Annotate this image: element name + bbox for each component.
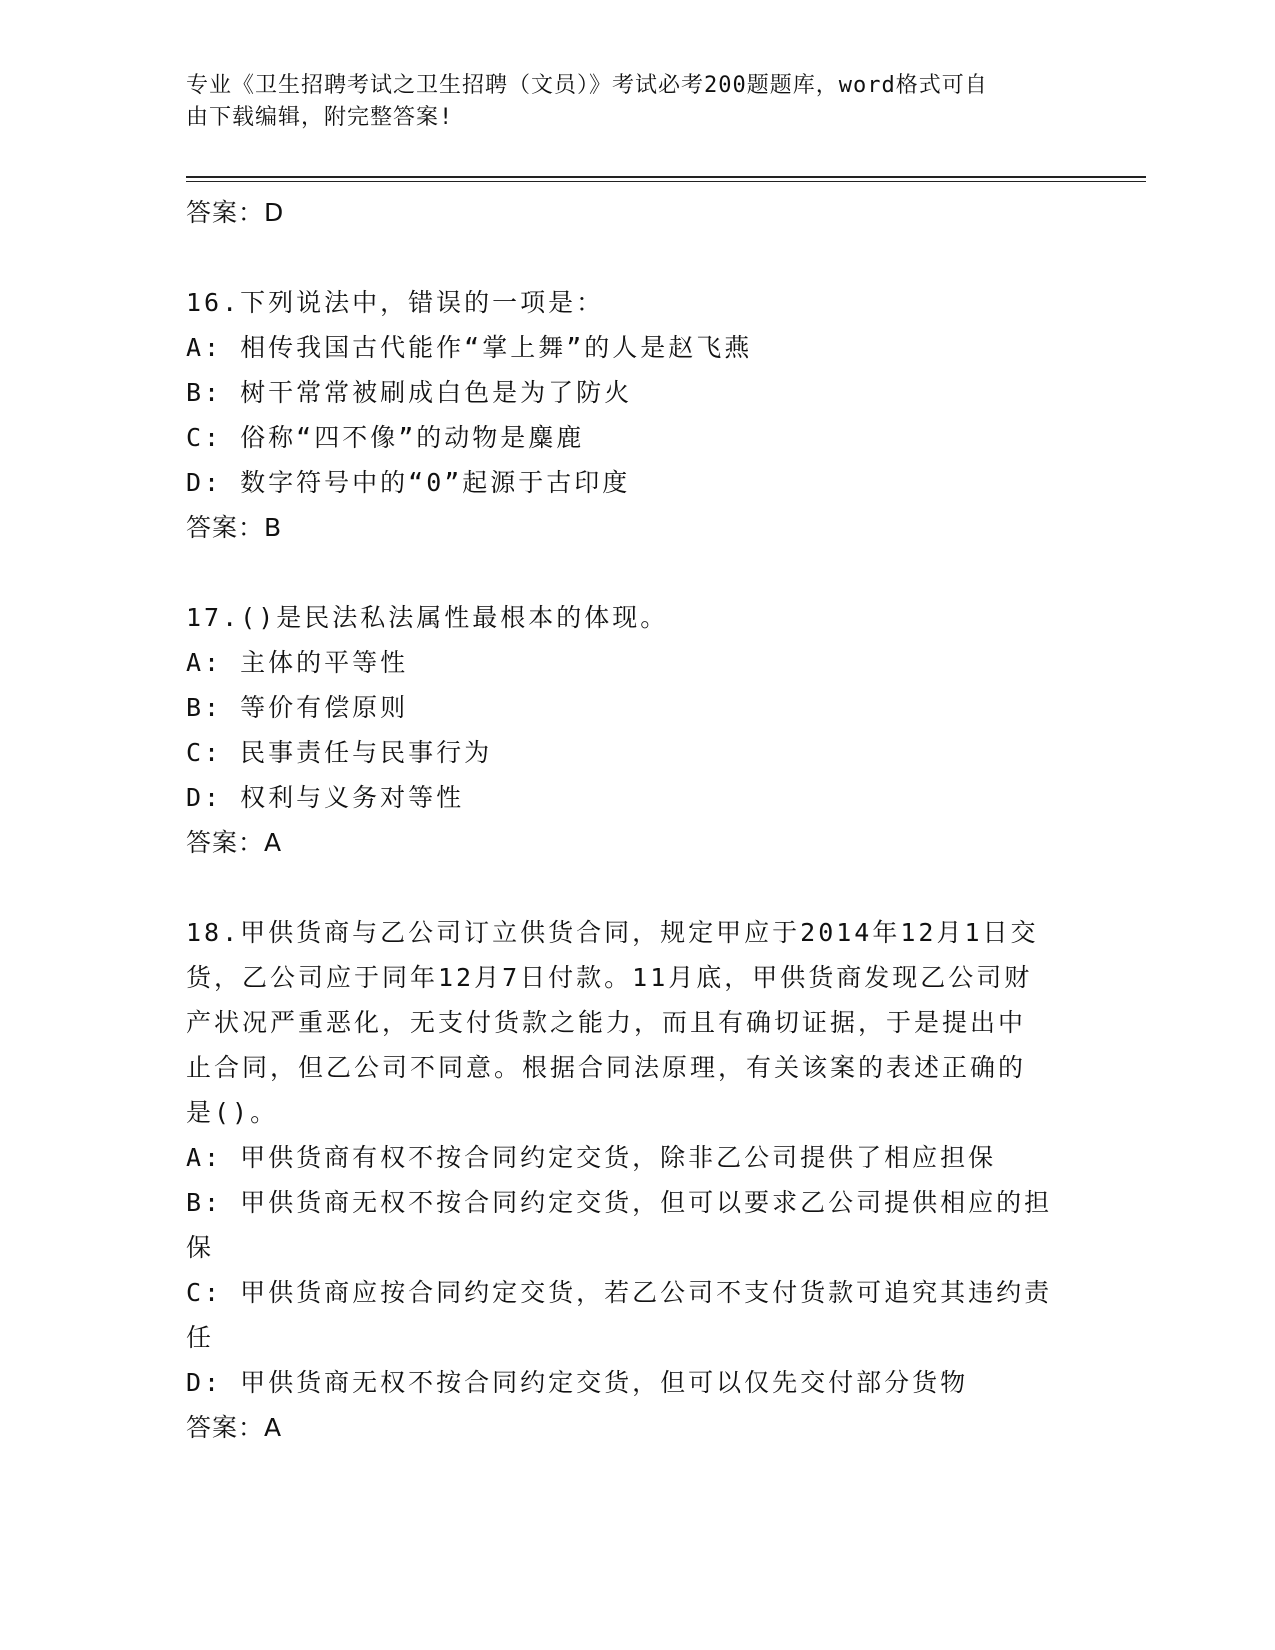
header-rule-thin (186, 181, 1146, 182)
question-17-option-d: D: 权利与义务对等性 (186, 783, 465, 812)
header-rule-thick (186, 176, 1146, 178)
question-16-stem: 16.下列说法中，错误的一项是： (186, 288, 605, 317)
question-18-option-c-line-2: 任 (186, 1323, 215, 1352)
question-18-stem-line-5: 是()。 (186, 1098, 279, 1127)
spacer (186, 550, 1066, 595)
question-18-option-c-line-1: C: 甲供货商应按合同约定交货，若乙公司不支付货款可追究其违约责 (186, 1278, 1053, 1307)
question-16-option-b: B: 树干常常被刷成白色是为了防火 (186, 378, 633, 407)
question-16-option-d: D: 数字符号中的“0”起源于古印度 (186, 468, 631, 497)
question-17-stem: 17.()是民法私法属性最根本的体现。 (186, 603, 669, 632)
question-content (186, 190, 1066, 1450)
header-line-2: 由下载编辑，附完整答案! (186, 105, 454, 130)
question-17-option-c: C: 民事责任与民事行为 (186, 738, 493, 767)
question-18-option-b-line-1: B: 甲供货商无权不按合同约定交货，但可以要求乙公司提供相应的担 (186, 1188, 1053, 1217)
question-17-option-b: B: 等价有偿原则 (186, 693, 409, 722)
document-header (186, 70, 1066, 134)
question-18-option-b-line-2: 保 (186, 1233, 215, 1262)
question-18-stem-line-1: 18.甲供货商与乙公司订立供货合同，规定甲应于2014年12月1日交 (186, 918, 1039, 947)
prev-answer: 答案：D (186, 198, 285, 227)
question-18-option-d: D: 甲供货商无权不按合同约定交货，但可以仅先交付部分货物 (186, 1368, 969, 1397)
question-17 (186, 595, 1066, 865)
question-18-answer: 答案：A (186, 1413, 283, 1442)
question-17-option-a: A: 主体的平等性 (186, 648, 409, 677)
question-18-option-a: A: 甲供货商有权不按合同约定交货，除非乙公司提供了相应担保 (186, 1143, 997, 1172)
question-16-option-c: C: 俗称“四不像”的动物是麋鹿 (186, 423, 585, 452)
header-line-1: 专业《卫生招聘考试之卫生招聘（文员）》考试必考200题题库，word格式可自 (186, 73, 988, 98)
spacer (186, 235, 1066, 280)
question-18-stem-line-3: 产状况严重恶化，无支付货款之能力，而且有确切证据，于是提出中 (186, 1008, 1027, 1037)
question-16-answer: 答案：B (186, 513, 283, 542)
question-17-answer: 答案：A (186, 828, 283, 857)
question-16-option-a: A: 相传我国古代能作“掌上舞”的人是赵飞燕 (186, 333, 753, 362)
question-18-stem-line-4: 止合同，但乙公司不同意。根据合同法原理，有关该案的表述正确的 (186, 1053, 1027, 1082)
question-16 (186, 280, 1066, 550)
spacer (186, 865, 1066, 910)
question-18 (186, 910, 1066, 1450)
question-18-stem-line-2: 货，乙公司应于同年12月7日付款。11月底，甲供货商发现乙公司财 (186, 963, 1033, 992)
